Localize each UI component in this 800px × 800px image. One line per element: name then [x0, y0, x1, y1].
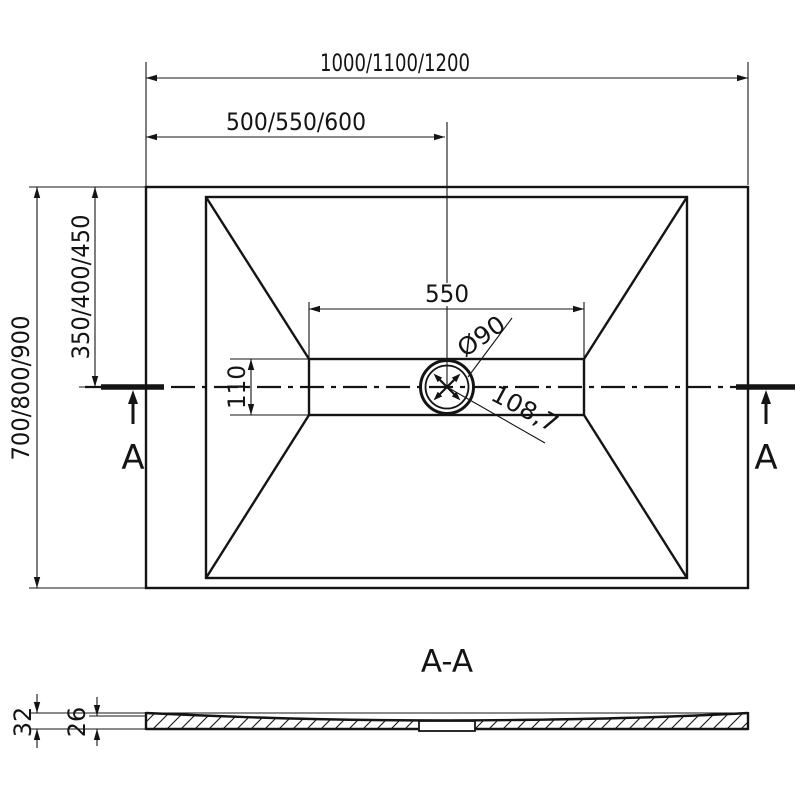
overall-depth-label: 700/800/900	[7, 306, 35, 461]
total-height-label: 32	[9, 706, 37, 738]
drain-offset-label: 500/550/600	[226, 108, 366, 136]
base-height-label: 26	[63, 706, 91, 738]
section-drain-recess	[419, 721, 475, 731]
section-title: A-A	[420, 644, 474, 680]
drain-diagonal-label: 108,7	[486, 379, 561, 437]
section-letter-right: A	[754, 438, 778, 478]
overall-width-label: 1000/1100/1200	[320, 49, 470, 77]
channel-depth-label: 110	[223, 363, 251, 409]
drain-diameter-label: Ø90	[452, 311, 509, 363]
channel-width-label: 550	[425, 280, 469, 308]
half-depth-label: 350/400/450	[67, 205, 95, 360]
section-letter-left: A	[121, 438, 145, 478]
